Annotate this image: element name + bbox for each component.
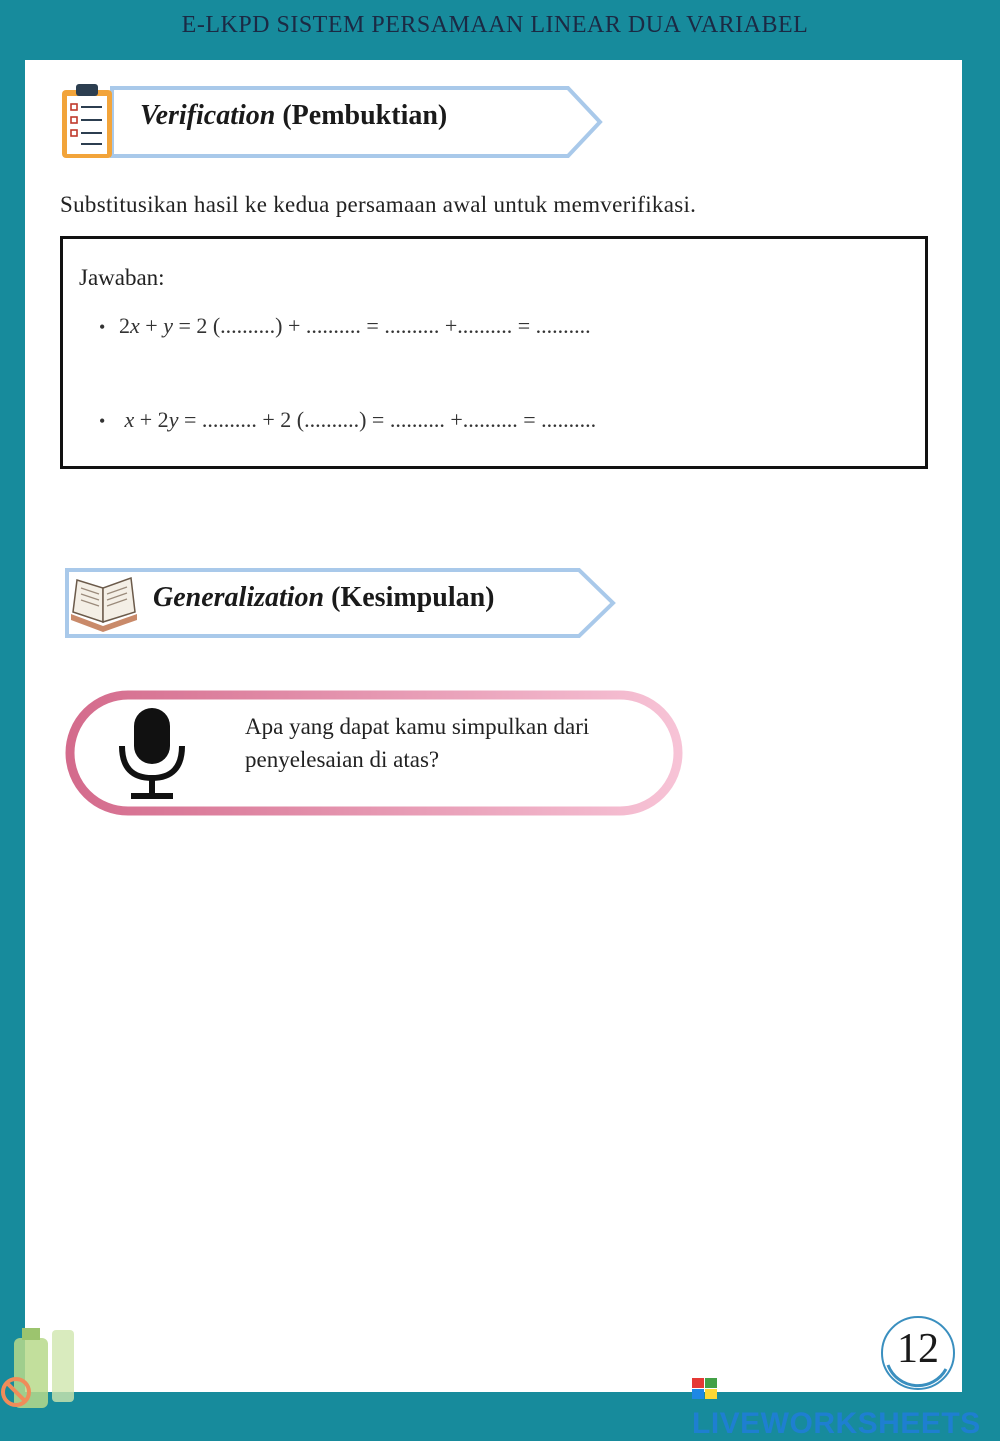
liveworksheets-logo-icon: [692, 1378, 718, 1400]
verification-instruction: Substitusikan hasil ke kedua persamaan awal untuk memverifikasi.: [60, 192, 697, 217]
eq1-coef: 2: [119, 313, 130, 338]
eq1-blanks[interactable]: = 2 (..........) + .......... = .......... +.......... = ..........: [172, 313, 591, 338]
eq2-blanks[interactable]: = .......... + 2 (..........) = .......... +.......... = ..........: [178, 407, 597, 432]
generalization-title: [153, 582, 495, 614]
verification-title: [140, 100, 447, 132]
verification-banner: [60, 82, 605, 162]
eq1-var-x: x: [130, 313, 140, 338]
verification-title-italic: Verification: [140, 100, 276, 131]
bullet-icon: •: [99, 317, 106, 337]
clipboard-checklist-icon: [60, 82, 116, 160]
generalization-title-italic: Generalization: [153, 582, 325, 613]
bullet-icon: •: [99, 411, 106, 431]
eq2-var-x: x: [124, 407, 135, 432]
microphone-icon: [117, 706, 187, 802]
conclusion-question: Apa yang dapat kamu simpulkan dari penyelesaian di atas?: [245, 714, 590, 772]
liveworksheets-watermark: [692, 1373, 1000, 1440]
eq1-plus: +: [139, 313, 164, 338]
generalization-title-rest: (Kesimpulan): [324, 582, 495, 613]
verification-title-rest: (Pembuktian): [275, 100, 448, 131]
eq2-coef: + 2: [134, 407, 169, 432]
eq1-var-y: y: [163, 313, 173, 338]
generalization-banner: [65, 565, 617, 643]
equation-row-1: [99, 313, 591, 339]
eq2-var-y: y: [168, 407, 179, 432]
page-number: 12: [897, 1326, 939, 1372]
open-book-icon: [67, 574, 141, 634]
bottle-decoration-icon: [0, 1322, 90, 1414]
document-header-title: E-LKPD SISTEM PERSAMAAN LINEAR DUA VARIABEL: [181, 12, 809, 38]
worksheet-page: [25, 60, 962, 1392]
answer-label: Jawaban:: [79, 265, 165, 290]
answer-box: [60, 236, 928, 469]
equation-row-2: [99, 407, 596, 433]
watermark-text: LIVEWORKSHEETS: [692, 1407, 981, 1440]
